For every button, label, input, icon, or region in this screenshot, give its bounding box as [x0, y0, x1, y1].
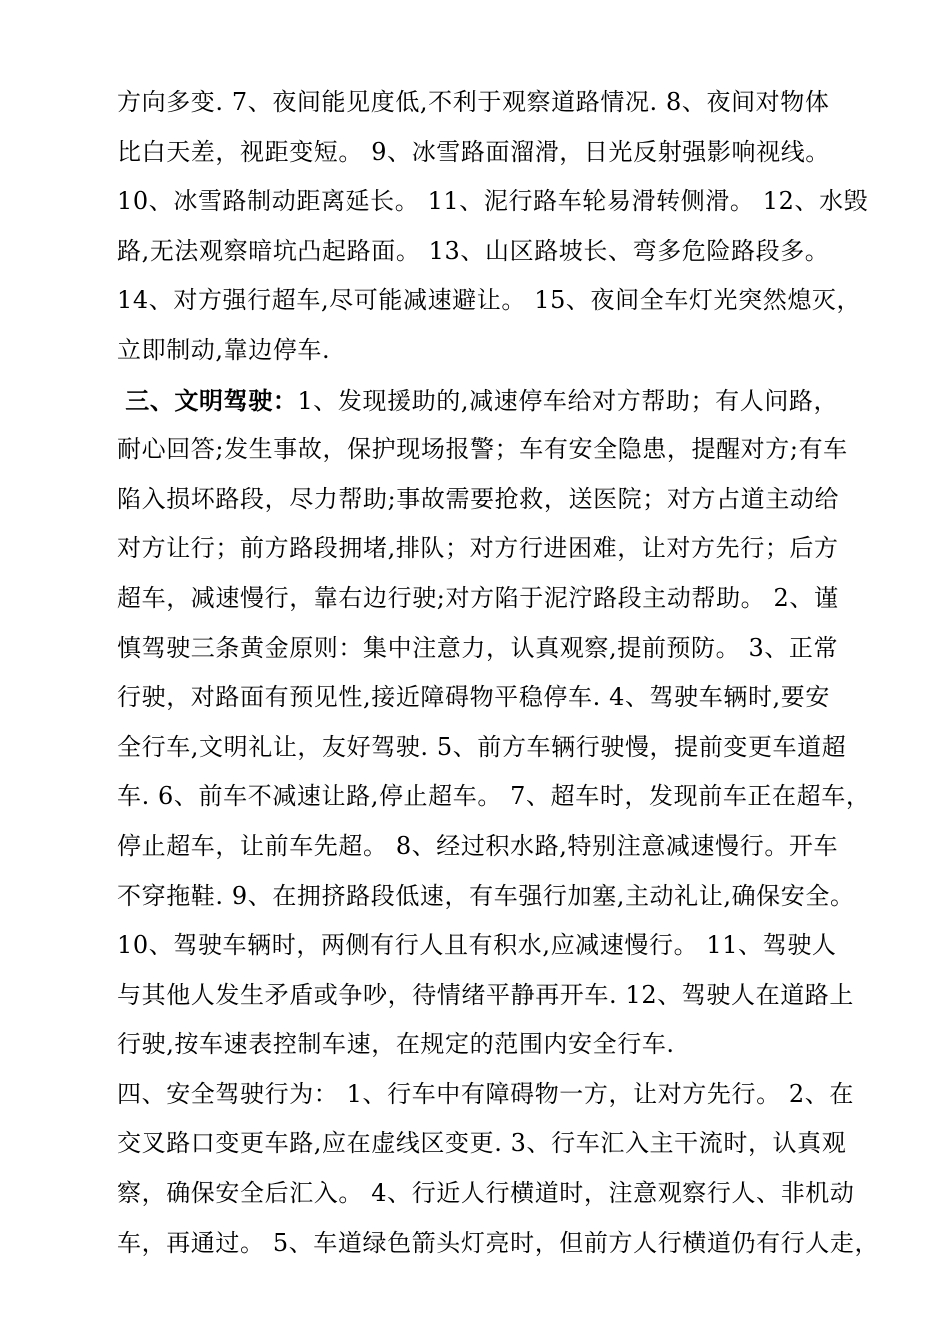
text-line-9: 陷入损坏路段，尽力帮助;事故需要抢救，送医院；对方占道主动给 [117, 484, 840, 513]
text-line-22: 交叉路口变更车路,应在虚线区变更. 3、行车汇入主干流时，认真观 [117, 1129, 847, 1158]
text-line-23: 察，确保安全后汇入。 4、行近人行横道时，注意观察行人、非机动 [117, 1179, 855, 1208]
text-line-14: 全行车,文明礼让，友好驾驶. 5、前方车辆行驶慢，提前变更车道超 [117, 732, 847, 761]
text-line-5: 14、对方强行超车,尽可能减速避让。 15、夜间全车灯光突然熄灭， [117, 286, 862, 315]
text-line-18: 10、驾驶车辆时，两侧有行人且有积水,应减速慢行。 11、驾驶人 [117, 931, 837, 960]
text-line-13: 行驶，对路面有预见性,接近障碍物平稳停车. 4、驾驶车辆时,要安 [117, 683, 830, 712]
text-line-24: 车，再通过。 5、车道绿色箭头灯亮时，但前方人行横道仍有行人走， [117, 1228, 880, 1257]
section-three-heading: 三、文明驾驶： [125, 385, 298, 415]
text-line-1: 方向多变. 7、夜间能见度低,不利于观察道路情况. 8、夜间对物体 [117, 88, 830, 116]
text-line-6: 立即制动,靠边停车. [117, 335, 331, 364]
text-line-15: 车. 6、前车不减速让路,停止超车。 7、超车时，发现前车正在超车， [117, 782, 871, 811]
text-line-8: 耐心回答;发生事故，保护现场报警；车有安全隐患，提醒对方;有车 [117, 435, 848, 464]
text-line-12: 慎驾驶三条黄金原则：集中注意力，认真观察,提前预防。 3、正常 [117, 633, 839, 662]
section-three-first-line: 1、发现援助的,减速停车给对方帮助；有人问路， [297, 386, 839, 415]
text-line-7 [117, 376, 917, 426]
document-page [117, 78, 917, 1268]
text-line-19: 与其他人发生矛盾或争吵，待情绪平静再开车. 12、驾驶人在道路上 [117, 980, 854, 1009]
text-line-4: 路,无法观察暗坑凸起路面。 13、山区路坡长、弯多危险路段多。 [117, 236, 830, 265]
text-line-17: 不穿拖鞋. 9、在拥挤路段低速，有车强行加塞,主动礼让,确保安全。 [117, 881, 855, 910]
text-line-16: 停止超车，让前车先超。 8、经过积水路,特别注意减速慢行。开车 [117, 831, 839, 860]
text-line-10: 对方让行；前方路段拥堵,排队；对方行进困难，让对方先行；后方 [117, 534, 839, 563]
text-line-3: 10、冰雪路制动距离延长。 11、泥行路车轮易滑转侧滑。 12、水毁 [117, 187, 869, 216]
text-line-21: 四、安全驾驶行为： 1、行车中有障碍物一方，让对方先行。 2、在 [117, 1079, 854, 1108]
text-line-2: 比白天差，视距变短。 9、冰雪路面溜滑，日光反射强影响视线。 [117, 137, 830, 166]
text-line-11: 超车，减速慢行，靠右边行驶;对方陷于泥泞路段主动帮助。 2、谨 [117, 583, 839, 612]
text-line-20: 行驶,按车速表控制车速，在规定的范围内安全行车. [117, 1030, 675, 1059]
